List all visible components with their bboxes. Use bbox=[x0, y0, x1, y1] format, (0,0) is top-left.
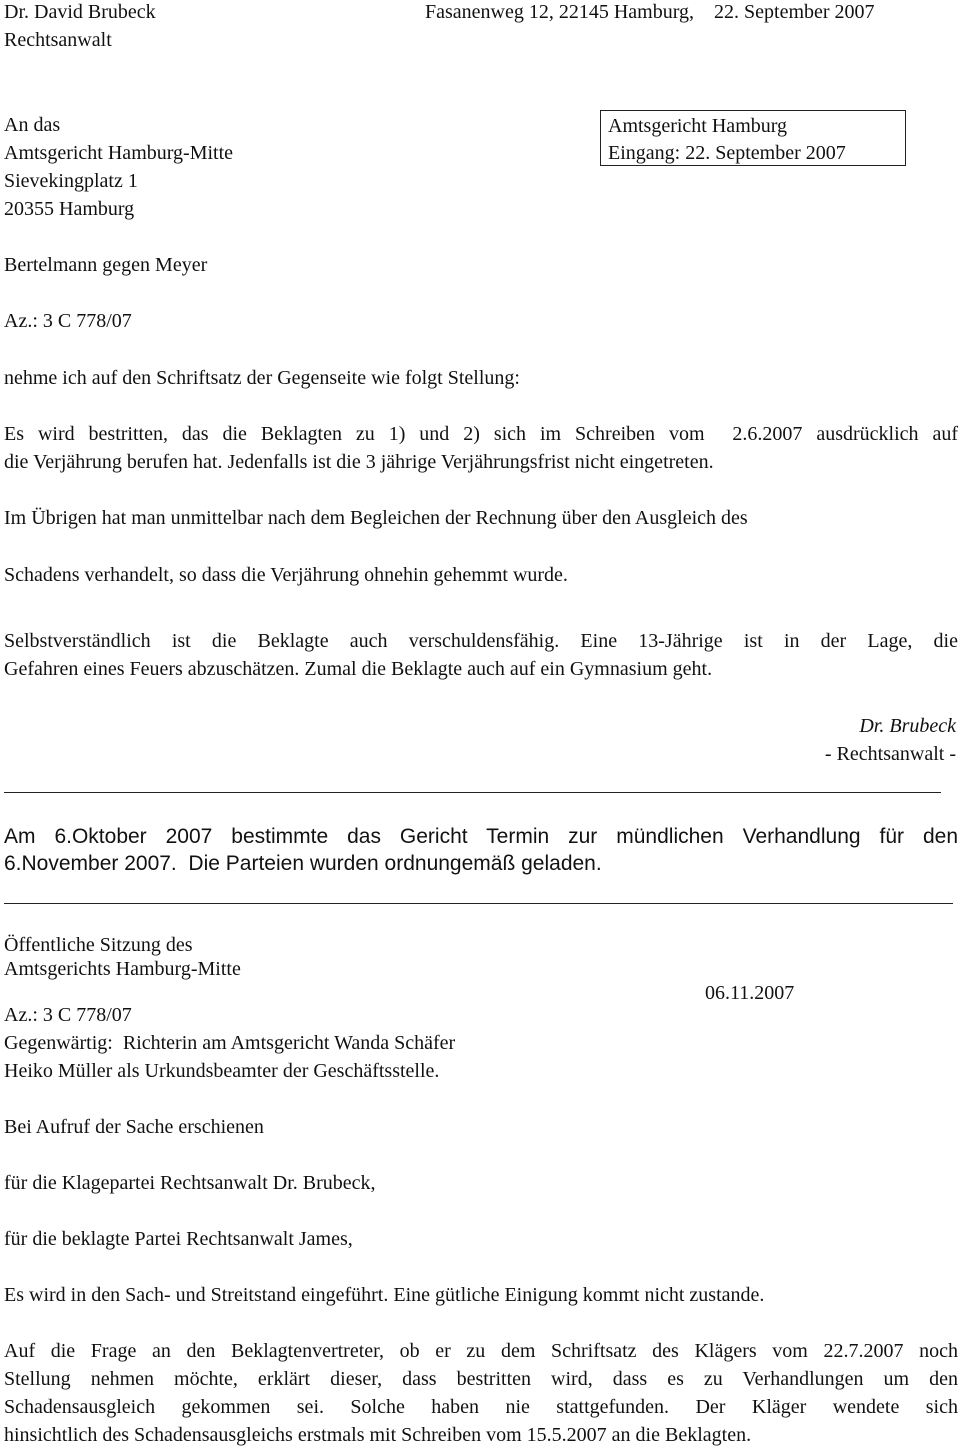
minutes-heading: Amtsgerichts Hamburg-Mitte bbox=[4, 958, 241, 980]
paragraph-line: Schadens verhandelt, so dass die Verjährung ohnehin gehemmt wurde. bbox=[4, 564, 568, 586]
paragraph-line: Selbstverständlich ist die Beklagte auch verschuldensfähig. Eine 13-Jährige ist in der Lage, die bbox=[4, 630, 958, 652]
minutes-question-line: Stellung nehmen möchte, erklärt dieser, dass bestritten wird, dass es zu Verhandlungen um den bbox=[4, 1368, 958, 1390]
recipient-line: An das bbox=[4, 114, 61, 136]
minutes-date: 06.11.2007 bbox=[705, 982, 795, 1004]
paragraph-line: die Verjährung berufen hat. Jedenfalls ist die 3 jährige Verjährungsfrist nicht eingetreten. bbox=[4, 451, 714, 473]
minutes-plaintiff: für die Klagepartei Rechtsanwalt Dr. Brubeck, bbox=[4, 1172, 376, 1194]
minutes-present: Heiko Müller als Urkundsbeamter der Geschäftsstelle. bbox=[4, 1060, 440, 1082]
minutes-introduced: Es wird in den Sach- und Streitstand eingeführt. Eine gütliche Einigung kommt nicht zustande. bbox=[4, 1284, 765, 1306]
stamp-court: Amtsgericht Hamburg bbox=[608, 115, 788, 137]
sender-title: Rechtsanwalt bbox=[4, 29, 112, 51]
recipient-line: 20355 Hamburg bbox=[4, 198, 135, 220]
letter-intro: nehme ich auf den Schriftsatz der Gegenseite wie folgt Stellung: bbox=[4, 367, 520, 389]
minutes-defendant: für die beklagte Partei Rechtsanwalt James, bbox=[4, 1228, 353, 1250]
paragraph-line: Es wird bestritten, das die Beklagten zu 1) und 2) sich im Schreiben vom 2.6.2007 ausdrücklich auf bbox=[4, 423, 958, 445]
receipt-stamp bbox=[600, 110, 906, 166]
paragraph-line: Gefahren eines Feuers abzuschätzen. Zumal die Beklagte auch auf ein Gymnasium geht. bbox=[4, 658, 713, 680]
case-parties: Bertelmann gegen Meyer bbox=[4, 254, 208, 276]
minutes-question-line: hinsichtlich des Schadensausgleichs erstmals mit Schreiben vom 15.5.2007 an die Beklagten. bbox=[4, 1424, 752, 1446]
note-line: 6.November 2007. Die Parteien wurden ordnungemäß geladen. bbox=[4, 852, 602, 875]
divider bbox=[4, 792, 941, 793]
signature-title: - Rechtsanwalt - bbox=[824, 743, 956, 765]
minutes-question-line: Auf die Frage an den Beklagtenvertreter, ob er zu dem Schriftsatz des Klägers vom 22.7.2007 noch bbox=[4, 1340, 958, 1362]
minutes-appeared: Bei Aufruf der Sache erschienen bbox=[4, 1116, 264, 1138]
recipient-line: Sievekingplatz 1 bbox=[4, 170, 138, 192]
sender-name: Dr. David Brubeck bbox=[4, 1, 156, 23]
paragraph-line: Im Übrigen hat man unmittelbar nach dem Begleichen der Rechnung über den Ausgleich des bbox=[4, 507, 748, 529]
minutes-present: Gegenwärtig: Richterin am Amtsgericht Wanda Schäfer bbox=[4, 1032, 456, 1054]
stamp-received-date: Eingang: 22. September 2007 bbox=[608, 142, 846, 164]
recipient-line: Amtsgericht Hamburg-Mitte bbox=[4, 142, 234, 164]
minutes-case-number: Az.: 3 C 778/07 bbox=[4, 1004, 132, 1026]
case-number: Az.: 3 C 778/07 bbox=[4, 310, 132, 332]
divider bbox=[4, 903, 953, 904]
signature-name: Dr. Brubeck bbox=[859, 715, 956, 737]
sender-address-date: Fasanenweg 12, 22145 Hamburg, 22. September 2007 bbox=[425, 1, 875, 23]
note-line: Am 6.Oktober 2007 bestimmte das Gericht Termin zur mündlichen Verhandlung für den bbox=[4, 825, 958, 848]
minutes-heading: Öffentliche Sitzung des bbox=[4, 934, 193, 956]
minutes-question-line: Schadensausgleich gekommen sei. Solche haben nie stattgefunden. Der Kläger wendete sich bbox=[4, 1396, 958, 1418]
